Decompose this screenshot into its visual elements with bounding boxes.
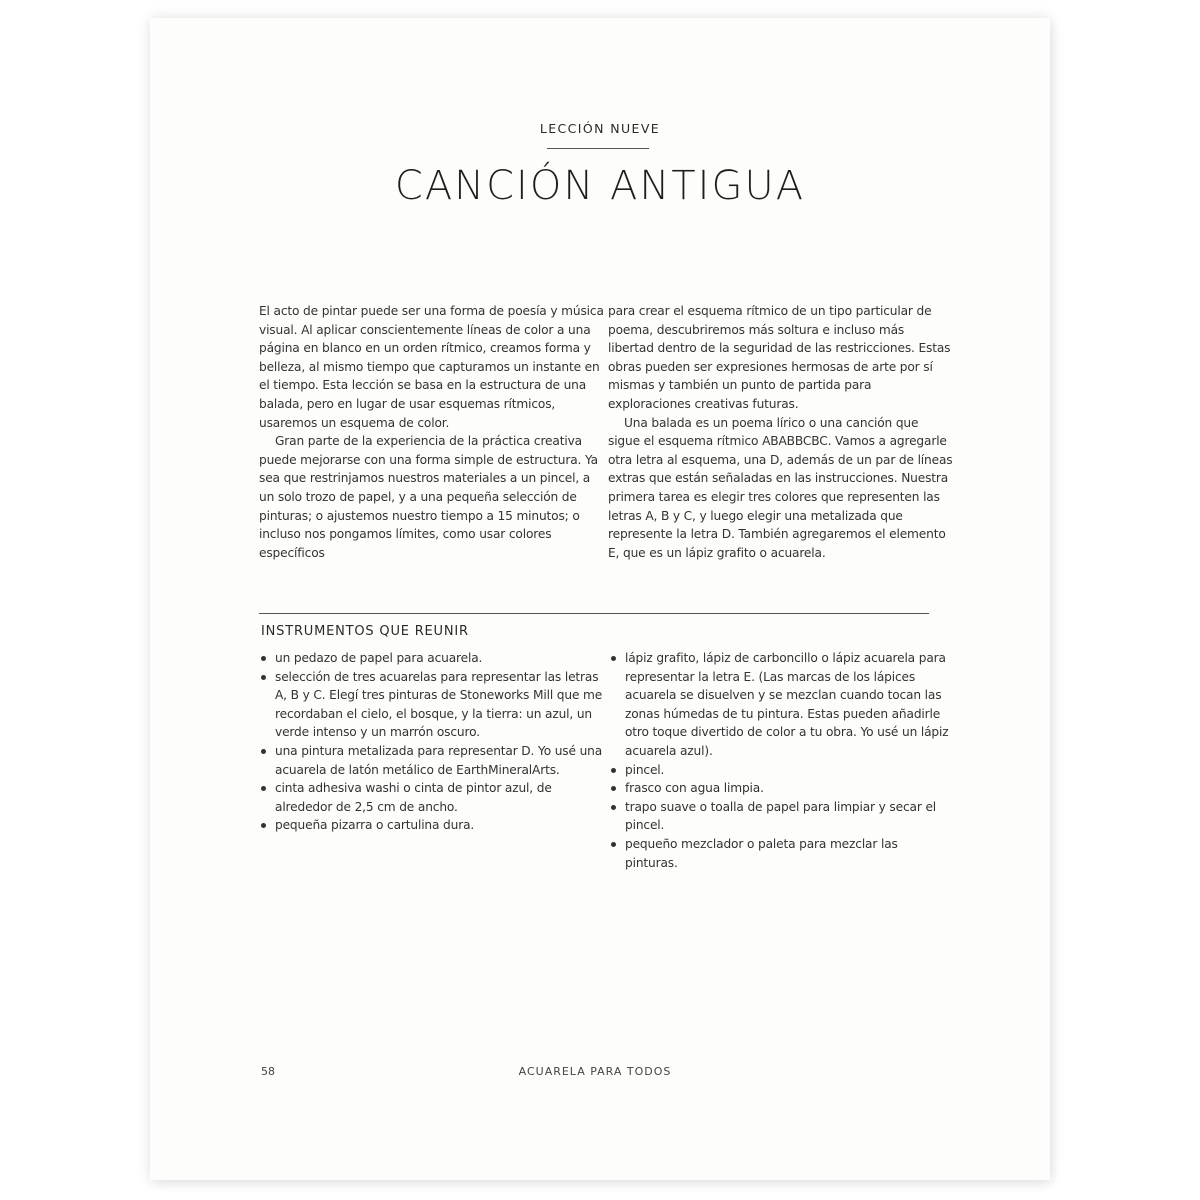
paragraph: El acto de pintar puede ser una forma de poesía y música visual. Al aplicar conscientemente líneas de color a una página en blanco en un orden rítmico, creamos forma y belleza, al mismo tiempo que capturamos un instante en el tiempo. Esta lección se basa en la estructura de una balada, pero en lugar de usar esquemas rítmicos, usaremos un esquema de color.	[259, 304, 604, 430]
list-item: frasco con agua limpia.	[608, 779, 953, 798]
list-item: una pintura metalizada para representar D. Yo usé una acuarela de latón metálico de EarthMineralArts.	[258, 742, 603, 779]
list-item: selección de tres acuarelas para representar las letras A, B y C. Elegí tres pinturas de Stoneworks Mill que me recordaban el cielo, el bosque, y la tierra: un azul, un verde intenso y un marrón oscuro.	[258, 668, 603, 742]
section-divider	[259, 613, 929, 614]
paragraph: Gran parte de la experiencia de la práctica creativa puede mejorarse con una forma simple de estructura. Ya sea que restrinjamos nuestros materiales a un pincel, a un solo trozo de papel, y a una pequeña selección de pinturas; o ajustemos nuestro tiempo a 15 minutos; o incluso nos pongamos límites, como usar colores específicos	[259, 434, 598, 560]
list-item: cinta adhesiva washi o cinta de pintor azul, de alrededor de 2,5 cm de ancho.	[258, 779, 603, 816]
running-footer-title: ACUARELA PARA TODOS	[518, 1065, 672, 1078]
book-page	[150, 18, 1050, 1180]
list-item: lápiz grafito, lápiz de carboncillo o lápiz acuarela para representar la letra E. (Las marcas de los lápices acuarela se disuelven y se mezclan cuando tocan las zonas húmedas de tu pintura. Estas pueden añadirle otro toque divertido de color a tu obra. Yo usé un lápiz acuarela azul).	[608, 649, 953, 761]
paragraph: para crear el esquema rítmico de un tipo particular de poema, descubriremos más soltura e incluso más libertad dentro de la seguridad de las restricciones. Estas obras pueden ser expresiones hermosas de arte por sí mismas y también un punto de partida para exploraciones creativas futuras.	[608, 304, 951, 411]
body-column-right	[608, 302, 953, 562]
list-item: pincel.	[608, 761, 953, 780]
materials-list-right	[608, 649, 953, 872]
materials-heading: INSTRUMENTOS QUE REUNIR	[261, 624, 469, 639]
list-item: pequeña pizarra o cartulina dura.	[258, 816, 603, 835]
paragraph: Una balada es un poema lírico o una canción que sigue el esquema rítmico ABABBCBC. Vamos a agregarle otra letra al esquema, una D, además de un par de líneas extras que están señaladas en las instrucciones. Nuestra primera tarea es elegir tres colores que representen las letras A, B y C, y luego elegir una metalizada que represente la letra D. También agregaremos el elemento E, que es un lápiz grafito o acuarela.	[608, 415, 953, 560]
body-column-left	[259, 302, 604, 562]
page-number: 58	[261, 1065, 275, 1078]
list-item: trapo suave o toalla de papel para limpiar y secar el pincel.	[608, 798, 953, 835]
lesson-title: CANCIÓN ANTIGUA	[394, 163, 806, 209]
list-item: pequeño mezclador o paleta para mezclar las pinturas.	[608, 835, 953, 872]
materials-list-left	[258, 649, 603, 835]
lesson-kicker: LECCIÓN NUEVE	[539, 121, 661, 136]
list-item: un pedazo de papel para acuarela.	[258, 649, 603, 668]
kicker-divider	[547, 148, 649, 149]
